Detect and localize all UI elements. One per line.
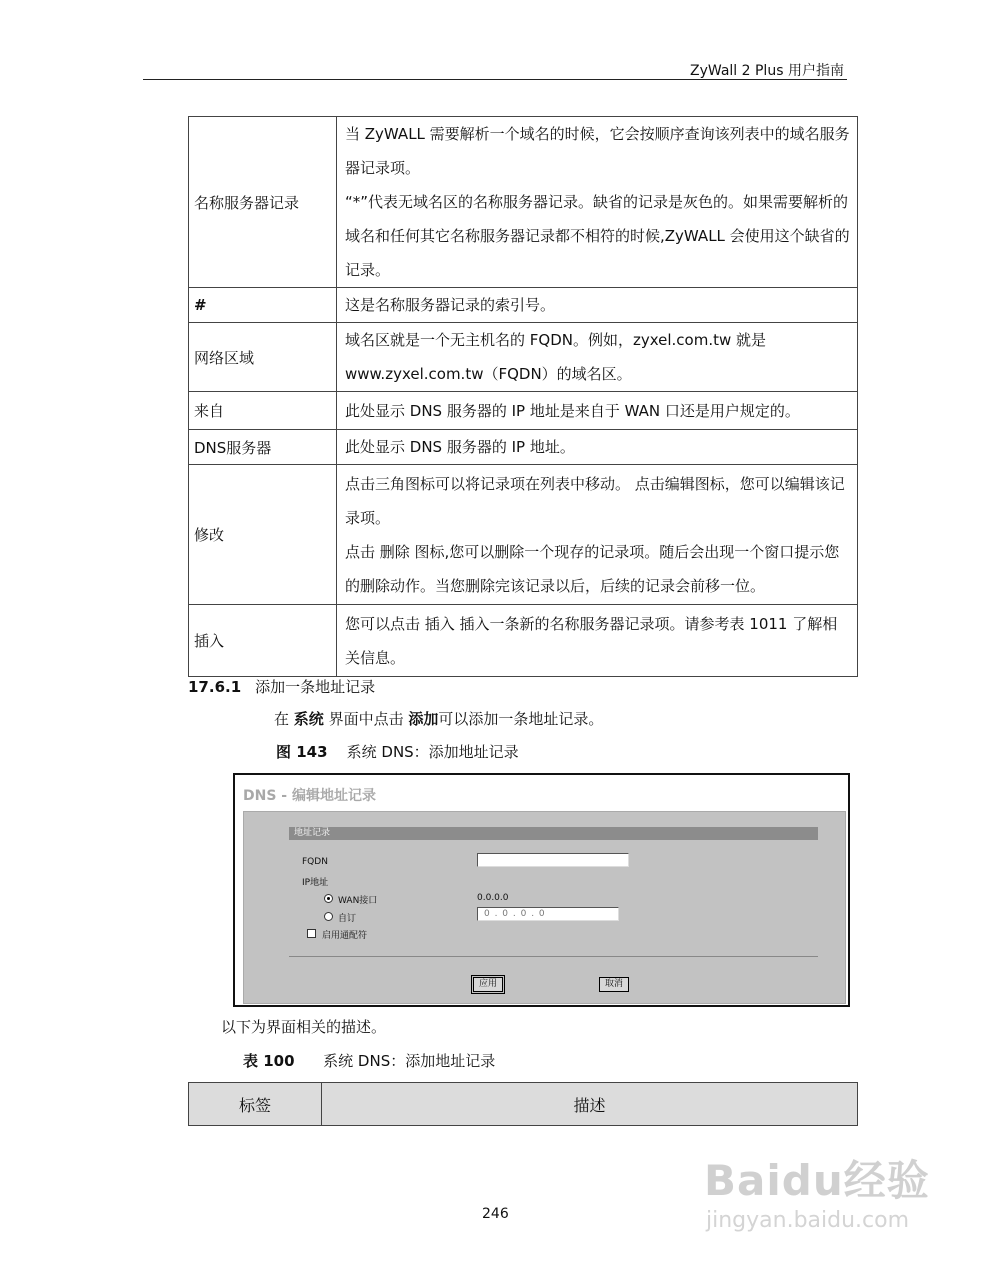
table-label: 表 100 [243, 1052, 295, 1070]
table-caption [243, 1050, 495, 1071]
table-row [189, 430, 858, 465]
divider [289, 956, 818, 957]
row-description [337, 392, 858, 430]
row-description [337, 288, 858, 323]
description-line: “*”代表无域名区的名称服务器记录。缺省的记录是灰色的。如果需要解析的域名和任何其它名称服务器记录都不相符的时候,ZyWALL 会使用这个缺省的记录。 [345, 193, 850, 279]
section-bar: 地址记录 [289, 827, 818, 840]
running-header: ZyWall 2 Plus 用户指南 [690, 63, 844, 79]
section-number: 17.6.1 [188, 678, 242, 696]
body-paragraph [274, 708, 603, 729]
description-line: 域名区就是一个无主机名的 FQDN。例如，zyxel.com.tw 就是 www.zyxel.com.tw（FQDN）的域名区。 [345, 331, 767, 383]
text-run: 界面中点击 [323, 710, 409, 728]
figure-caption [276, 741, 519, 762]
description-line: 此处显示 DNS 服务器的 IP 地址是来自于 WAN 口还是用户规定的。 [345, 401, 800, 420]
table-row [189, 465, 858, 605]
apply-button[interactable]: 应用 [473, 977, 503, 992]
figure-label: 图 143 [276, 743, 328, 761]
row-label: 修改 [189, 465, 337, 605]
column-header-label: 标签 [189, 1083, 322, 1126]
table-row [189, 117, 858, 288]
description-line: 您可以点击 插入 插入一条新的名称服务器记录项。请参考表 1011 了解相关信息。 [345, 614, 838, 667]
table-row [189, 288, 858, 323]
text-run: 可以添加一条地址记录。 [438, 710, 604, 728]
row-label: 名称服务器记录 [189, 117, 337, 288]
ip-address-label: IP地址 [302, 878, 329, 888]
label-description-table [188, 1082, 858, 1126]
table-row [189, 323, 858, 392]
section-heading [188, 676, 375, 697]
field-description-table [188, 116, 858, 677]
row-description [337, 117, 858, 288]
fqdn-label: FQDN [302, 857, 328, 867]
column-header-description: 描述 [322, 1083, 858, 1126]
wildcard-checkbox[interactable] [307, 929, 316, 938]
wan-label: WAN接口 [338, 896, 378, 906]
row-label: # [189, 288, 337, 323]
row-description [337, 605, 858, 677]
custom-ip-input[interactable]: 0 . 0 . 0 . 0 [477, 907, 619, 921]
table-row [189, 392, 858, 430]
fqdn-input[interactable] [477, 853, 629, 867]
form-panel [243, 811, 846, 1004]
row-label: DNS服务器 [189, 430, 337, 465]
row-description [337, 323, 858, 392]
baidu-watermark-url: jingyan.baidu.com [706, 1208, 910, 1233]
table-row [189, 605, 858, 677]
baidu-watermark-logo: Baidu经验 [704, 1156, 930, 1205]
dns-edit-screenshot [233, 773, 850, 1007]
bold-term: 添加 [408, 710, 439, 728]
page-number: 246 [482, 1206, 509, 1222]
row-description [337, 430, 858, 465]
wan-radio[interactable] [324, 894, 333, 903]
bold-term: 系统 [293, 710, 324, 728]
row-label: 插入 [189, 605, 337, 677]
wan-ip-value: 0.0.0.0 [477, 893, 509, 903]
wildcard-label: 启用通配符 [322, 931, 368, 941]
figure-title: 系统 DNS：添加地址记录 [346, 743, 519, 761]
description-intro: 以下为界面相关的描述。 [221, 1018, 387, 1036]
cancel-button[interactable]: 取消 [599, 977, 629, 992]
table-header-row [189, 1083, 858, 1126]
custom-radio[interactable] [324, 912, 333, 921]
header-rule [143, 79, 847, 80]
screen-title: DNS - 编辑地址记录 [243, 788, 376, 804]
row-label: 网络区域 [189, 323, 337, 392]
description-line: 此处显示 DNS 服务器的 IP 地址。 [345, 438, 575, 456]
description-line: 点击 删除 图标,您可以删除一个现存的记录项。随后会出现一个窗口提示您的删除动作。当您删除完该记录以后，后续的记录会前移一位。 [345, 542, 840, 595]
row-description [337, 465, 858, 605]
description-line: 点击三角图标可以将记录项在列表中移动。 点击编辑图标，您可以编辑该记录项。 [345, 474, 845, 527]
table-title: 系统 DNS：添加地址记录 [323, 1052, 496, 1070]
text-run: 在 [274, 710, 294, 728]
row-label: 来自 [189, 392, 337, 430]
description-line: 当 ZyWALL 需要解析一个域名的时候，它会按顺序查询该列表中的域名服务器记录项。 [345, 125, 850, 177]
description-line: 这是名称服务器记录的索引号。 [345, 296, 556, 314]
section-title: 添加一条地址记录 [255, 678, 376, 696]
custom-label: 自订 [338, 914, 357, 924]
